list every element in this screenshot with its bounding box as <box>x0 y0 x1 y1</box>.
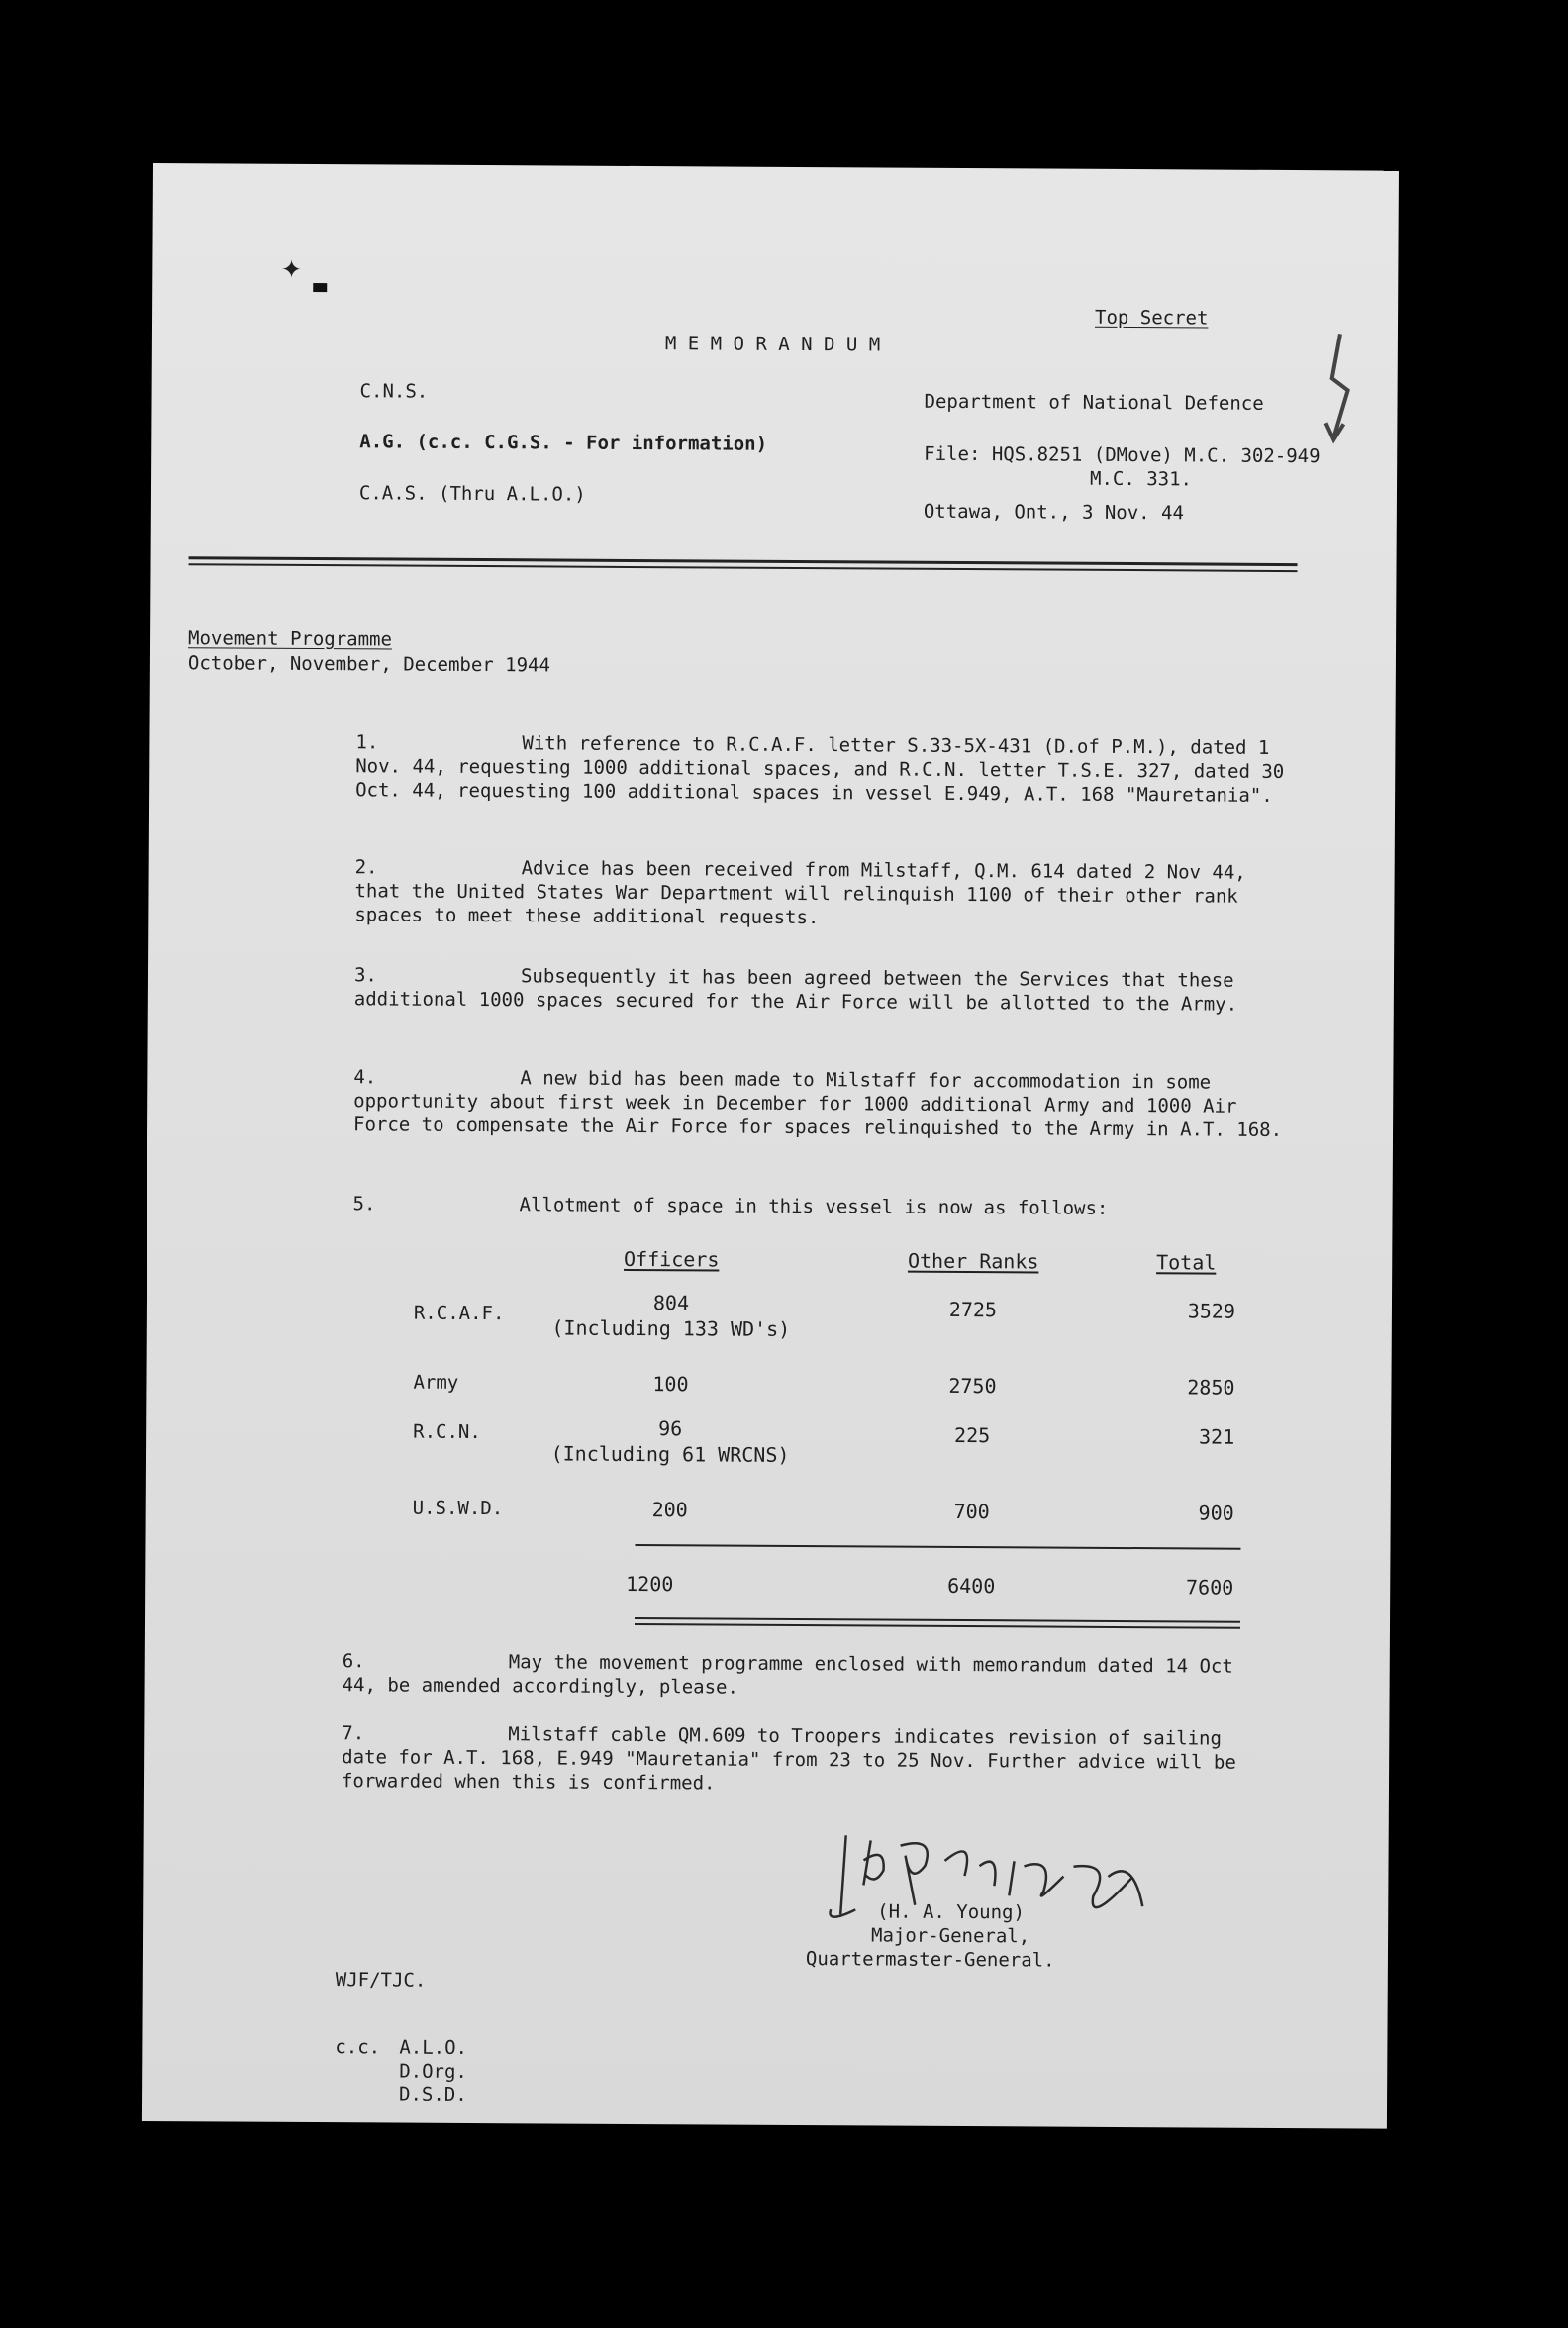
total-rule-bottom-1 <box>635 1617 1240 1623</box>
total-rule-bottom-2 <box>635 1623 1240 1629</box>
row-officers: 100 <box>652 1372 689 1397</box>
copy-recipient: A.L.O. <box>399 2036 468 2059</box>
department-name: Department of National Defence <box>924 390 1264 415</box>
recipient-ag: A.G. (c.c. C.G.S. - For information) <box>359 431 768 455</box>
total-total: 7600 <box>1185 1575 1234 1600</box>
paragraph-4: 4. A new bid has been made to Milstaff for accommodation in some opportunity about first week in December for 1000 additional Army and 1000 Air Force to compensate the Air Force for spaces relinquished to the Army in A.T. 168. <box>353 1066 1283 1141</box>
row-officers: 96 <box>658 1416 683 1441</box>
row-total: 900 <box>1198 1501 1234 1525</box>
paragraph-1: 1. With reference to R.C.A.F. letter S.33-5X-431 (D.of P.M.), dated 1 Nov. 44, requesting 1000 additional spaces, and R.C.N. letter T.S.E. 327, dated 30 Oct. 44, requesting 100 additional spaces in vessel E.949, A.T. 168 "Mauretania". <box>355 731 1285 807</box>
row-service: Army <box>413 1371 459 1394</box>
memo-page <box>142 163 1399 2129</box>
header-other-ranks: Other Ranks <box>907 1248 1039 1274</box>
header-total: Total <box>1156 1250 1217 1275</box>
copy-recipient: D.Org. <box>399 2060 467 2083</box>
paragraph-3: 3. Subsequently it has been agreed between the Services that these additional 1000 spaces secured for the Air Force will be allotted to the Army. <box>353 964 1238 1016</box>
paragraph-6: 6. May the movement programme enclosed with memorandum dated 14 Oct 44, be amended accordingly, please. <box>342 1650 1233 1698</box>
row-officers: 200 <box>651 1498 688 1522</box>
recipient-cas: C.A.S. (Thru A.L.O.) <box>358 482 586 506</box>
row-total: 3529 <box>1187 1299 1236 1323</box>
row-total: 321 <box>1198 1424 1235 1449</box>
ink-blot <box>313 283 327 292</box>
row-officers: 804 <box>652 1291 690 1315</box>
ink-mark: ✦ <box>281 246 302 287</box>
paragraph-5: 5. Allotment of space in this vessel is now as follows: <box>352 1193 1109 1219</box>
reference-initials: WJF/TJC. <box>335 1969 427 1991</box>
total-other-ranks: 6400 <box>947 1573 996 1599</box>
signatory-title: Quartermaster-General. <box>805 1948 1055 1972</box>
row-total: 2850 <box>1187 1375 1235 1400</box>
row-other-ranks: 225 <box>954 1422 991 1448</box>
copy-recipient: D.S.D. <box>399 2084 467 2106</box>
paragraph-7: 7. Milstaff cable QM.609 to Troopers indicates revision of sailing date for A.T. 168, E.949 "Mauretania" from 23 to 25 Nov. Further advice will be forwarded when this is confirmed. <box>341 1722 1236 1794</box>
signatory-name: (H. A. Young) <box>877 1900 1026 1924</box>
row-note: (Including 61 WRCNS) <box>550 1441 790 1467</box>
memo-title: M E M O R A N D U M <box>664 333 881 356</box>
total-rule-top <box>635 1544 1240 1550</box>
subject-period: October, November, December 1944 <box>187 652 551 677</box>
row-other-ranks: 2750 <box>948 1373 997 1399</box>
subject-title: Movement Programme <box>187 628 393 651</box>
row-other-ranks: 700 <box>953 1499 990 1524</box>
hand-arrow-icon <box>1320 329 1370 447</box>
classification-label: Top Secret <box>1094 306 1209 330</box>
row-service: R.C.N. <box>413 1420 481 1444</box>
copies-prefix: c.c. <box>335 2036 381 2059</box>
row-other-ranks: 2725 <box>948 1297 998 1322</box>
row-note: (Including 133 WD's) <box>551 1315 791 1341</box>
signatory-rank: Major-General, <box>871 1924 1030 1948</box>
total-officers: 1200 <box>626 1571 674 1597</box>
row-service: R.C.A.F. <box>413 1302 505 1325</box>
paragraph-2: 2. Advice has been received from Milstaff, Q.M. 614 dated 2 Nov 44, that the United States War Department will relinquish 1100 of their other rank spaces to meet these additional requests. <box>354 856 1246 929</box>
recipient-cns: C.N.S. <box>359 380 429 403</box>
file-reference: File: HQS.8251 (DMove) M.C. 302-949 <box>924 442 1321 468</box>
place-date: Ottawa, Ont., 3 Nov. 44 <box>923 500 1185 525</box>
file-reference-2: M.C. 331. <box>1090 467 1193 491</box>
row-service: U.S.W.D. <box>412 1497 504 1520</box>
header-officers: Officers <box>624 1246 720 1272</box>
